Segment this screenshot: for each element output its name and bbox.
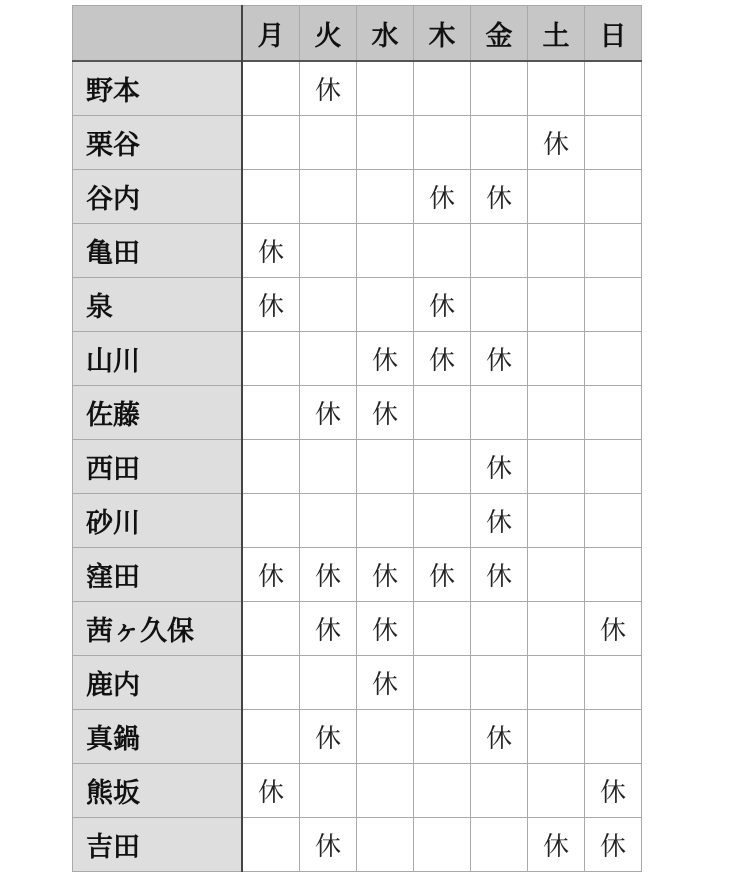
table-row	[73, 440, 642, 494]
schedule-cell[interactable]	[357, 494, 414, 548]
table-row	[73, 764, 642, 818]
schedule-cell[interactable]: 休	[471, 170, 528, 224]
schedule-cell[interactable]	[300, 278, 357, 332]
schedule-table	[72, 5, 642, 872]
schedule-cell[interactable]	[300, 764, 357, 818]
day-header-6[interactable]: 日	[585, 6, 642, 62]
table-row	[73, 116, 642, 170]
schedule-cell[interactable]	[528, 386, 585, 440]
schedule-cell[interactable]	[414, 710, 471, 764]
schedule-cell[interactable]	[357, 818, 414, 872]
schedule-cell[interactable]	[300, 224, 357, 278]
schedule-cell[interactable]: 休	[414, 170, 471, 224]
employee-name-cell[interactable]: 砂川	[73, 494, 243, 548]
schedule-cell[interactable]: 休	[528, 116, 585, 170]
schedule-cell[interactable]	[242, 440, 300, 494]
schedule-cell[interactable]	[585, 656, 642, 710]
schedule-cell[interactable]: 休	[242, 548, 300, 602]
schedule-cell[interactable]: 休	[357, 386, 414, 440]
schedule-cell[interactable]	[528, 548, 585, 602]
day-header-2[interactable]: 水	[357, 6, 414, 62]
schedule-cell[interactable]	[357, 116, 414, 170]
day-header-0[interactable]: 月	[242, 6, 300, 62]
schedule-cell[interactable]	[528, 440, 585, 494]
schedule-cell[interactable]	[300, 332, 357, 386]
employee-name-cell[interactable]: 栗谷	[73, 116, 243, 170]
employee-name-cell[interactable]: 谷内	[73, 170, 243, 224]
schedule-cell[interactable]	[528, 332, 585, 386]
header-row	[73, 6, 642, 62]
schedule-cell[interactable]	[585, 440, 642, 494]
employee-name-cell[interactable]: 吉田	[73, 818, 243, 872]
employee-name-cell[interactable]: 真鍋	[73, 710, 243, 764]
schedule-cell[interactable]	[414, 602, 471, 656]
schedule-cell[interactable]	[300, 170, 357, 224]
schedule-cell[interactable]	[585, 710, 642, 764]
employee-name-cell[interactable]: 窪田	[73, 548, 243, 602]
schedule-cell[interactable]: 休	[585, 764, 642, 818]
schedule-cell[interactable]	[242, 602, 300, 656]
schedule-cell[interactable]	[242, 818, 300, 872]
header-corner-cell	[73, 6, 243, 62]
schedule-cell[interactable]	[242, 332, 300, 386]
employee-name-cell[interactable]: 野本	[73, 61, 243, 116]
schedule-cell[interactable]	[414, 656, 471, 710]
table-row	[73, 332, 642, 386]
schedule-cell[interactable]	[471, 602, 528, 656]
schedule-cell[interactable]	[242, 116, 300, 170]
schedule-cell[interactable]: 休	[300, 61, 357, 116]
schedule-cell[interactable]	[300, 116, 357, 170]
schedule-cell[interactable]: 休	[471, 494, 528, 548]
table-row	[73, 710, 642, 764]
schedule-cell[interactable]	[528, 656, 585, 710]
schedule-cell[interactable]	[242, 710, 300, 764]
table-row	[73, 170, 642, 224]
schedule-cell[interactable]	[414, 494, 471, 548]
schedule-cell[interactable]	[528, 602, 585, 656]
schedule-cell[interactable]: 休	[471, 332, 528, 386]
schedule-cell[interactable]: 休	[242, 764, 300, 818]
schedule-cell[interactable]: 休	[357, 602, 414, 656]
schedule-cell[interactable]	[585, 332, 642, 386]
schedule-cell[interactable]: 休	[242, 278, 300, 332]
table-body	[73, 61, 642, 872]
schedule-cell[interactable]: 休	[585, 602, 642, 656]
schedule-cell[interactable]	[471, 386, 528, 440]
schedule-cell[interactable]: 休	[300, 818, 357, 872]
schedule-cell[interactable]	[528, 278, 585, 332]
schedule-cell[interactable]	[585, 278, 642, 332]
schedule-cell[interactable]: 休	[414, 278, 471, 332]
schedule-cell[interactable]	[300, 494, 357, 548]
employee-name-cell[interactable]: 佐藤	[73, 386, 243, 440]
schedule-cell[interactable]	[471, 278, 528, 332]
schedule-cell[interactable]	[357, 764, 414, 818]
schedule-cell[interactable]: 休	[300, 548, 357, 602]
schedule-cell[interactable]	[471, 61, 528, 116]
employee-name-cell[interactable]: 鹿内	[73, 656, 243, 710]
schedule-cell[interactable]	[414, 224, 471, 278]
employee-name-cell[interactable]: 熊坂	[73, 764, 243, 818]
schedule-cell[interactable]	[471, 224, 528, 278]
schedule-cell[interactable]	[300, 440, 357, 494]
schedule-cell[interactable]	[471, 764, 528, 818]
schedule-cell[interactable]: 休	[471, 548, 528, 602]
table-row	[73, 278, 642, 332]
schedule-cell[interactable]	[357, 61, 414, 116]
schedule-cell[interactable]: 休	[414, 332, 471, 386]
schedule-cell[interactable]	[585, 386, 642, 440]
day-header-1[interactable]: 火	[300, 6, 357, 62]
schedule-cell[interactable]	[471, 116, 528, 170]
schedule-cell[interactable]	[471, 818, 528, 872]
schedule-cell[interactable]	[528, 710, 585, 764]
table-row	[73, 548, 642, 602]
table-row	[73, 494, 642, 548]
schedule-cell[interactable]: 休	[242, 224, 300, 278]
employee-name-cell[interactable]: 山川	[73, 332, 243, 386]
schedule-cell[interactable]	[414, 764, 471, 818]
schedule-cell[interactable]	[585, 494, 642, 548]
schedule-cell[interactable]	[357, 440, 414, 494]
table-row	[73, 602, 642, 656]
schedule-cell[interactable]	[242, 386, 300, 440]
schedule-cell[interactable]: 休	[300, 602, 357, 656]
schedule-cell[interactable]	[242, 61, 300, 116]
employee-name-cell[interactable]: 西田	[73, 440, 243, 494]
schedule-cell[interactable]	[242, 170, 300, 224]
table-row	[73, 224, 642, 278]
table-row	[73, 386, 642, 440]
schedule-cell[interactable]	[357, 170, 414, 224]
table-header	[73, 6, 642, 62]
schedule-cell[interactable]: 休	[300, 710, 357, 764]
day-header-5[interactable]: 土	[528, 6, 585, 62]
schedule-cell[interactable]: 休	[414, 548, 471, 602]
schedule-cell[interactable]: 休	[357, 656, 414, 710]
schedule-cell[interactable]	[585, 116, 642, 170]
schedule-cell[interactable]	[528, 494, 585, 548]
schedule-cell[interactable]: 休	[300, 386, 357, 440]
day-header-4[interactable]: 金	[471, 6, 528, 62]
schedule-cell[interactable]	[414, 116, 471, 170]
schedule-cell[interactable]: 休	[528, 818, 585, 872]
schedule-cell[interactable]: 休	[357, 548, 414, 602]
schedule-cell[interactable]: 休	[471, 710, 528, 764]
schedule-cell[interactable]	[585, 170, 642, 224]
schedule-cell[interactable]: 休	[585, 818, 642, 872]
schedule-cell[interactable]	[528, 224, 585, 278]
schedule-cell[interactable]	[528, 170, 585, 224]
schedule-cell[interactable]	[414, 386, 471, 440]
schedule-cell[interactable]	[528, 61, 585, 116]
schedule-cell[interactable]	[414, 61, 471, 116]
schedule-cell[interactable]	[300, 656, 357, 710]
schedule-cell[interactable]	[585, 61, 642, 116]
schedule-cell[interactable]	[357, 710, 414, 764]
table-row	[73, 818, 642, 872]
schedule-cell[interactable]	[414, 440, 471, 494]
schedule-cell[interactable]	[585, 224, 642, 278]
employee-name-cell[interactable]: 亀田	[73, 224, 243, 278]
schedule-cell[interactable]	[242, 656, 300, 710]
schedule-cell[interactable]: 休	[357, 332, 414, 386]
schedule-cell[interactable]	[357, 224, 414, 278]
schedule-cell[interactable]	[357, 278, 414, 332]
schedule-cell[interactable]	[414, 818, 471, 872]
day-header-3[interactable]: 木	[414, 6, 471, 62]
employee-name-cell[interactable]: 茜ヶ久保	[73, 602, 243, 656]
table-row	[73, 656, 642, 710]
schedule-cell[interactable]	[585, 548, 642, 602]
table-row	[73, 61, 642, 116]
schedule-cell[interactable]: 休	[471, 440, 528, 494]
schedule-cell[interactable]	[528, 764, 585, 818]
schedule-cell[interactable]	[471, 656, 528, 710]
schedule-cell[interactable]	[242, 494, 300, 548]
employee-name-cell[interactable]: 泉	[73, 278, 243, 332]
